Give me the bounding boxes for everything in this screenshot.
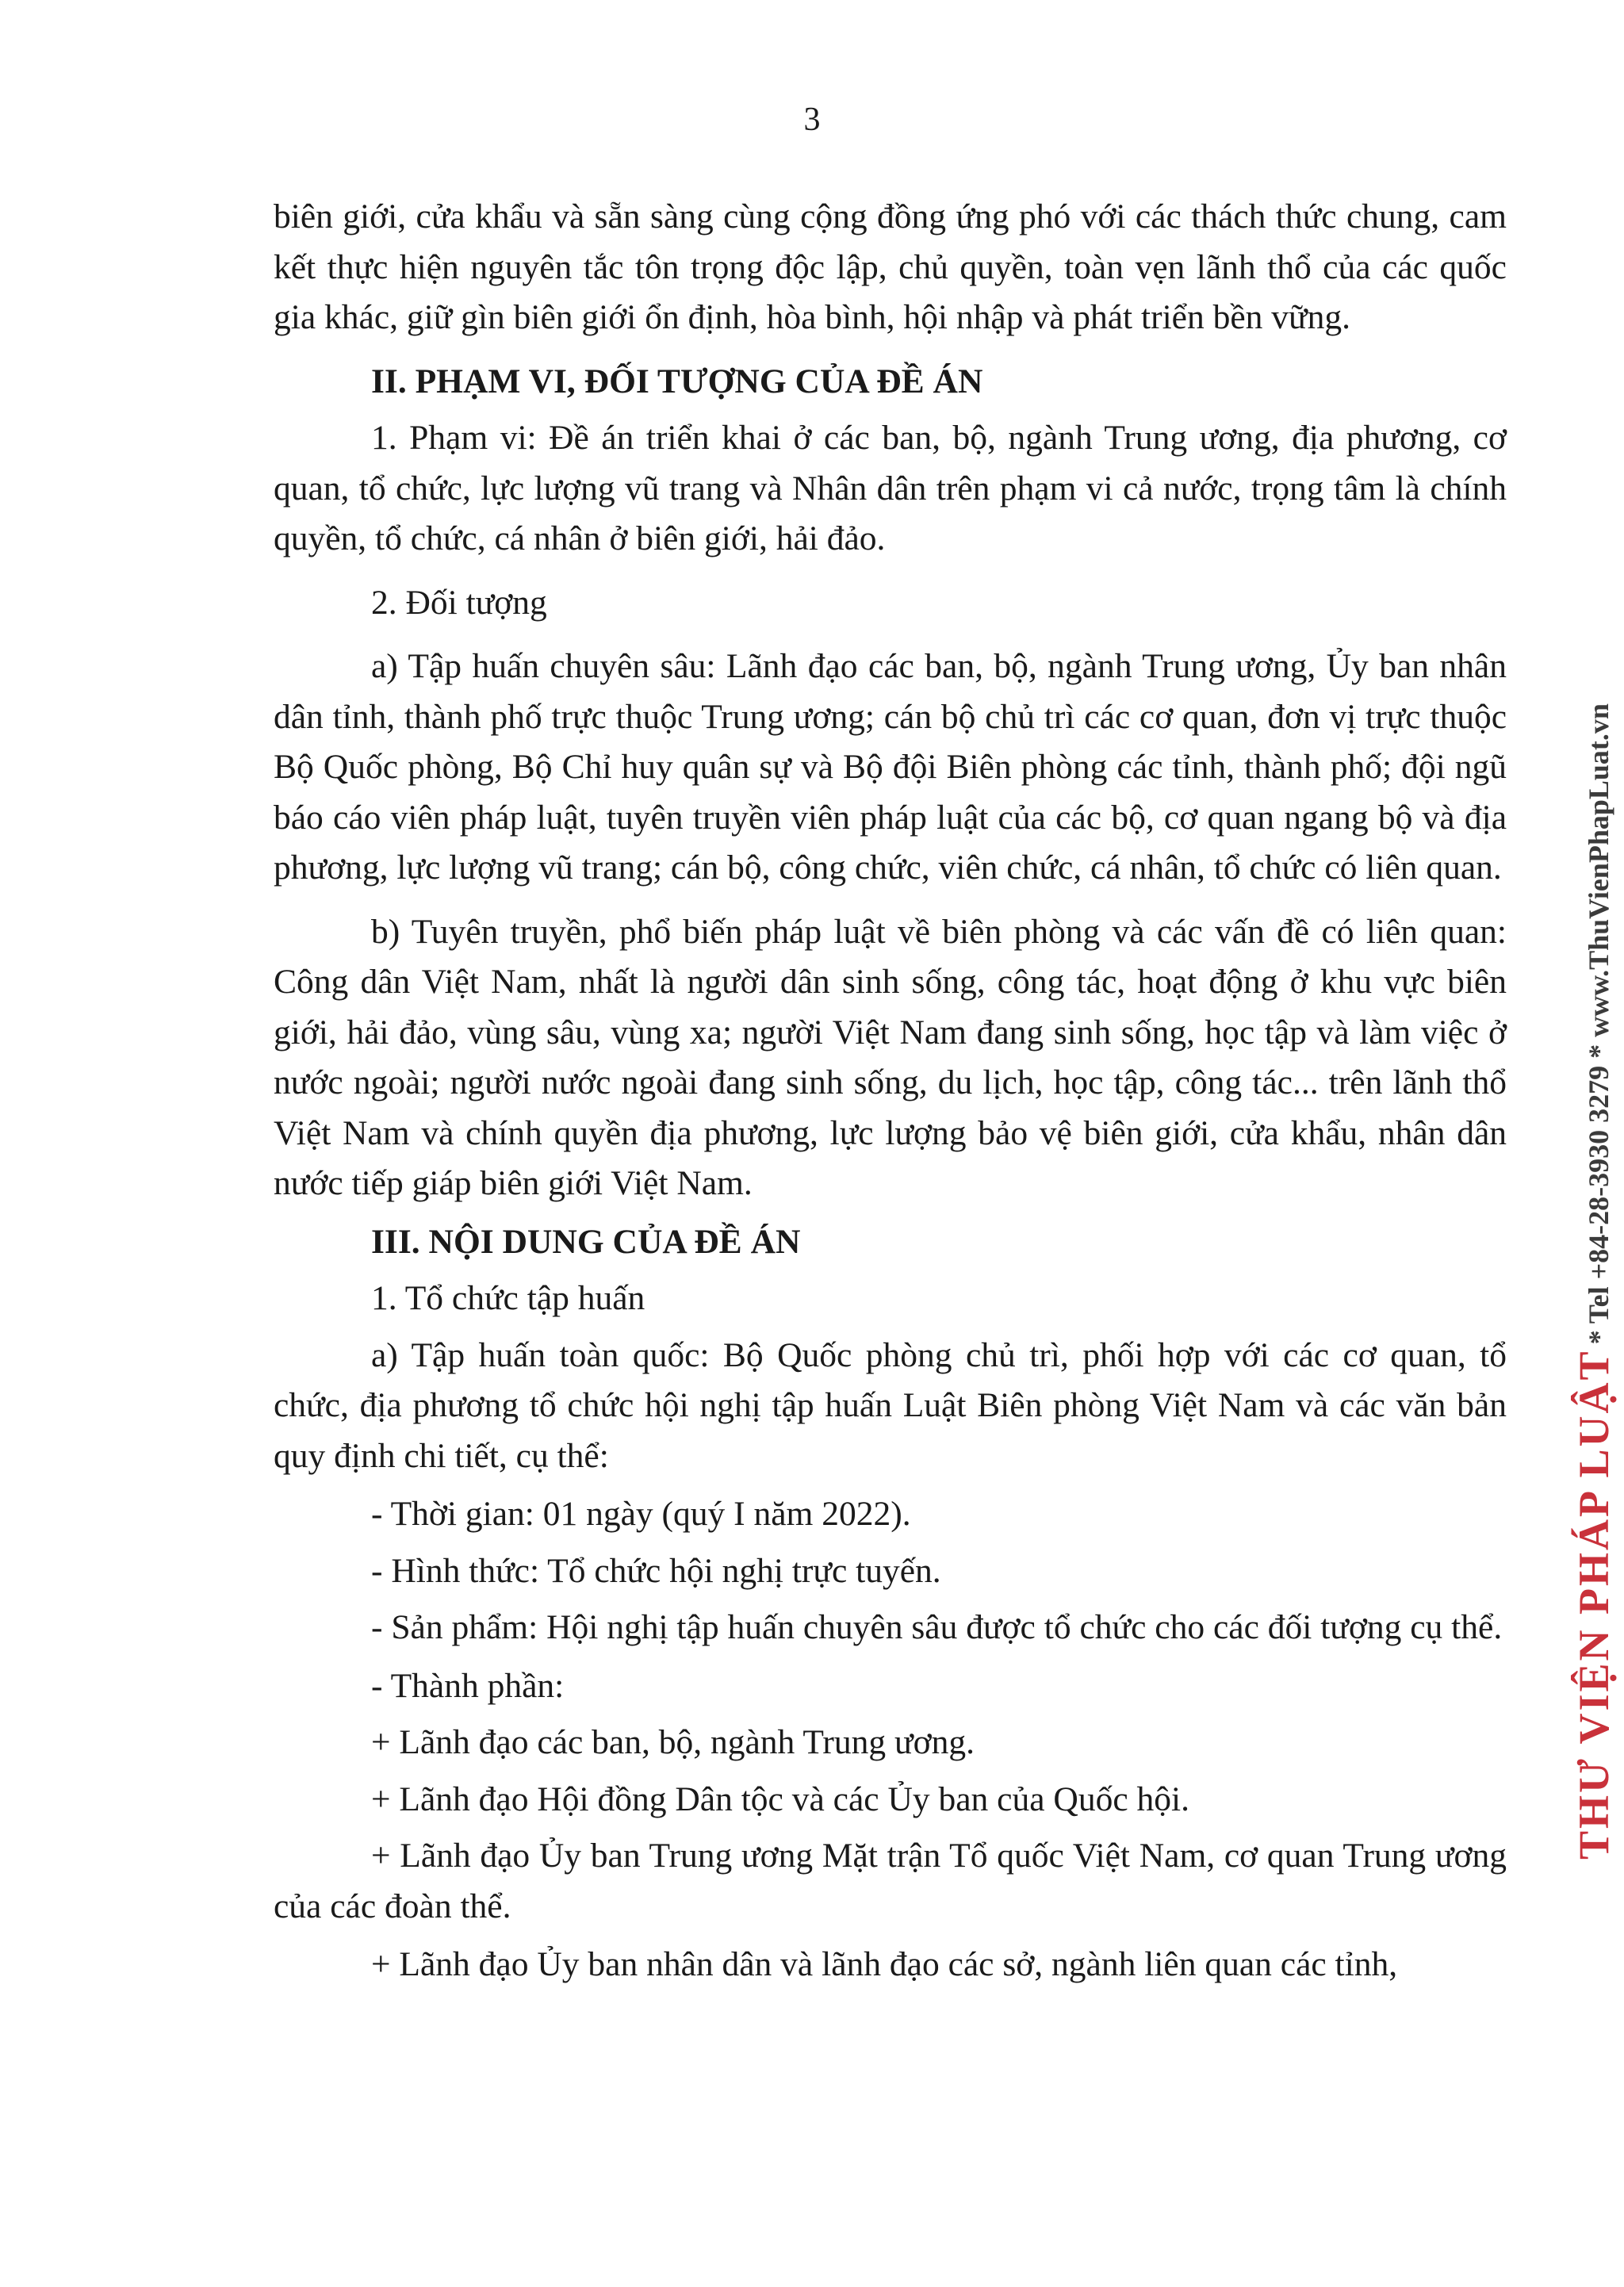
watermark [1570,703,1624,1860]
watermark-brand: THƯ VIỆN PHÁP LUẬT [1570,1349,1618,1860]
list-item-participants: - Thành phần: [371,1666,565,1705]
list-item-participant-3: + Lãnh đạo Ủy ban Trung ương Mặt trận Tổ quốc Việt Nam, cơ quan Trung ương của các đoàn thể. [274,1837,1507,1925]
watermark-contact: * Tel +84-28-3930 3279 * www.ThuVienPhapLuat.vn [1583,703,1614,1345]
list-item-participant-2: + Lãnh đạo Hội đồng Dân tộc và các Ủy ban của Quốc hội. [371,1779,1189,1818]
list-item-participant-4: + Lãnh đạo Ủy ban nhân dân và lãnh đạo các sở, ngành liên quan các tỉnh, [371,1945,1398,1983]
paragraph-intro-continuation: biên giới, cửa khẩu và sẵn sàng cùng cộng đồng ứng phó với các thách thức chung, cam kết thực hiện nguyên tắc tôn trọng độc lập, chủ quyền, toàn vẹn lãnh thổ của các quốc gia khác, giữ gìn biên giới ổn định, hòa bình, hội nhập và phát triển bền vững. [274,197,1507,336]
section-heading-scope: II. PHẠM VI, ĐỐI TƯỢNG CỦA ĐỀ ÁN [371,362,983,400]
paragraph-training-heading: 1. Tổ chức tập huấn [371,1279,645,1317]
page-number: 3 [803,102,821,138]
list-item-format: - Hình thức: Tổ chức hội nghị trực tuyến. [371,1551,941,1590]
document-body [274,192,1507,1990]
paragraph-subjects-heading: 2. Đối tượng [371,583,547,622]
list-item-time: - Thời gian: 01 ngày (quý I năm 2022). [371,1495,911,1533]
list-item-participant-1: + Lãnh đạo các ban, bộ, ngành Trung ương. [371,1723,975,1761]
paragraph-subjects-b: b) Tuyên truyền, phổ biến pháp luật về biên phòng và các vấn đề có liên quan: Công dân Việt Nam, nhất là người dân sinh sống, công tác, hoạt động ở khu vực biên giới, hải đảo, vùng sâu, vùng xa; người Việt Nam đang sinh sống, học tập và làm việc ở nước ngoài; người nước ngoài đang sinh sống, du lịch, học tập, công tác... trên lãnh thổ Việt Nam và chính quyền địa phương, lực lượng bảo vệ biên giới, cửa khẩu, nhân dân nước tiếp giáp biên giới Việt Nam. [274,912,1507,1202]
list-item-product: - Sản phẩm: Hội nghị tập huấn chuyên sâu được tổ chức cho các đối tượng cụ thể. [371,1608,1503,1646]
section-heading-content: III. NỘI DUNG CỦA ĐỀ ÁN [371,1222,801,1261]
paragraph-training-a: a) Tập huấn toàn quốc: Bộ Quốc phòng chủ trì, phối hợp với các cơ quan, tổ chức, địa phương tổ chức hội nghị tập huấn Luật Biên phòng Việt Nam và các văn bản quy định chi tiết, cụ thể: [274,1335,1507,1475]
paragraph-scope: 1. Phạm vi: Đề án triển khai ở các ban, bộ, ngành Trung ương, địa phương, cơ quan, tổ chức, lực lượng vũ trang và Nhân dân trên phạm vi cả nước, trọng tâm là chính quyền, tổ chức, cá nhân ở biên giới, hải đảo. [274,419,1507,557]
paragraph-subjects-a: a) Tập huấn chuyên sâu: Lãnh đạo các ban, bộ, ngành Trung ương, Ủy ban nhân dân tỉnh, thành phố trực thuộc Trung ương; cán bộ chủ trì các cơ quan, đơn vị trực thuộc Bộ Quốc phòng, Bộ Chỉ huy quân sự và Bộ đội Biên phòng các tỉnh, thành phố; đội ngũ báo cáo viên pháp luật, tuyên truyền viên pháp luật của các bộ, cơ quan ngang bộ và địa phương, lực lượng vũ trang; cán bộ, công chức, viên chức, cá nhân, tổ chức có liên quan. [274,647,1507,887]
